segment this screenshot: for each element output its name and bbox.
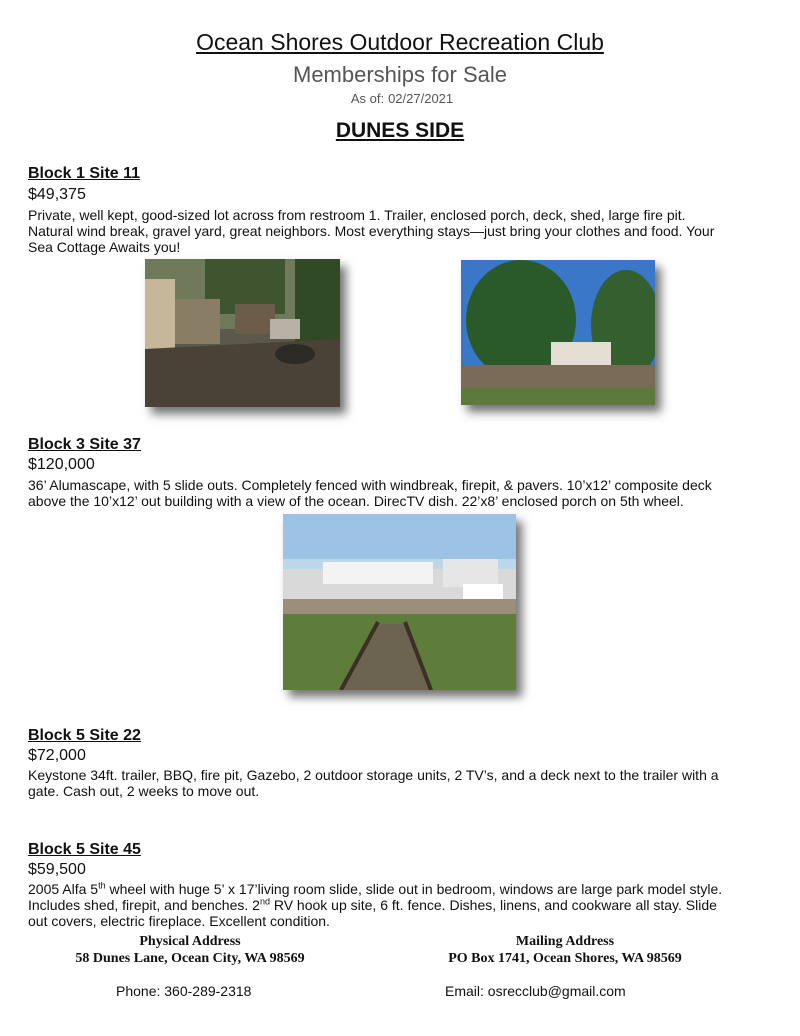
listing-description: Keystone 34ft. trailer, BBQ, fire pit, Gazebo, 2 outdoor storage units, 2 TV’s, and a deck next to the trailer with a gate. Cash out, 2 weeks to move out. — [28, 767, 719, 799]
listing-title: Block 1 Site 11 — [28, 165, 141, 182]
page-subtitle: Memberships for Sale — [293, 62, 507, 87]
email-address[interactable]: Email: osrecclub@gmail.com — [445, 983, 626, 999]
as-of-date: 02/27/2021 — [388, 91, 454, 106]
listing-price: $72,000 — [28, 747, 86, 764]
listing-description: 36’ Alumascape, with 5 slide outs. Completely fenced with windbreak, firepit, & pavers. 10’x12’ composite deck above the 10’x12’ out building with a view of the ocean. DirecTV dish. 22’x8’ enclosed porch on 5th wheel. — [28, 477, 712, 509]
listing-price: $49,375 — [28, 186, 86, 203]
listing-description: Private, well kept, good-sized lot across from restroom 1. Trailer, enclosed porch, deck, shed, large fire pit. Natural wind break, gravel yard, great neighbors. Most everything stays—just bring your clothes and food. Your Sea Cottage Awaits you! — [28, 207, 715, 255]
listing-title: Block 5 Site 45 — [28, 841, 141, 858]
club-title: Ocean Shores Outdoor Recreation Club — [196, 29, 604, 55]
as-of-label: As of: — [350, 91, 385, 106]
listing-price: $120,000 — [28, 456, 95, 473]
as-of-line — [0, 91, 800, 106]
listing-title: Block 5 Site 22 — [28, 727, 141, 744]
mailing-address-label: Mailing Address — [515, 934, 615, 949]
site-photo-ocean-view — [283, 514, 516, 690]
section-heading: DUNES SIDE — [335, 119, 465, 142]
site-photo-yard — [145, 259, 340, 407]
mailing-address: PO Box 1741, Ocean Shores, WA 98569 — [448, 951, 682, 966]
site-photo-trees — [461, 260, 655, 405]
listing-description: 2005 Alfa 5th wheel with huge 5’ x 17’living room slide, slide out in bedroom, windows are large park model style. Includes shed, firepit, and benches. 2nd RV hook up site, 6 ft. fence. Dishes, linens, and cookware all stay. Slide out covers, electric fireplace. Excellent condition. — [28, 880, 723, 929]
listing-title: Block 3 Site 37 — [28, 436, 141, 453]
listing-price: $59,500 — [28, 861, 86, 878]
physical-address: 58 Dunes Lane, Ocean City, WA 98569 — [75, 951, 305, 966]
phone-number: Phone: 360-289-2318 — [116, 983, 252, 999]
physical-address-label: Physical Address — [139, 934, 241, 949]
